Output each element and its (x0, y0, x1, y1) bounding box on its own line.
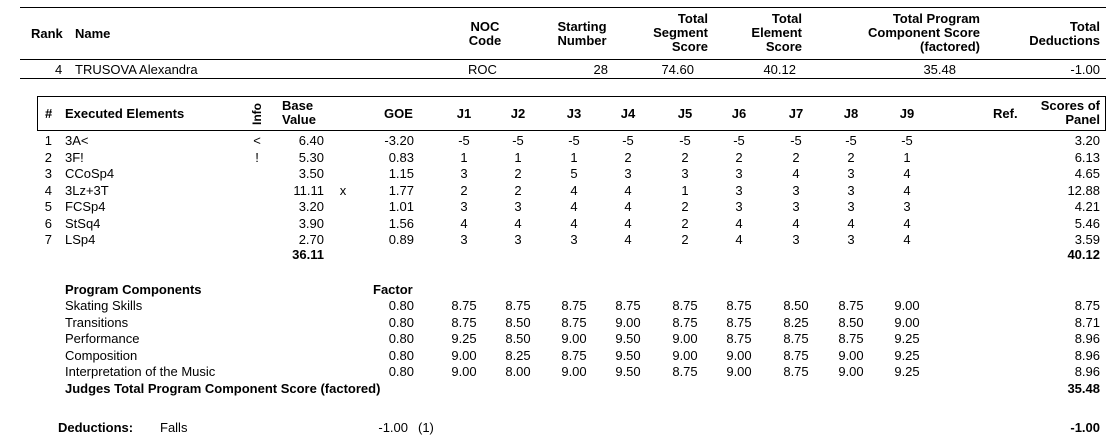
component-judge-9: 9.25 (894, 331, 920, 346)
element-judge-1: 3 (460, 232, 468, 247)
summary-rule (20, 59, 1106, 60)
element-name: 3Lz+3T (65, 182, 109, 198)
component-judge-4: 8.75 (615, 298, 641, 313)
num-header: # (45, 106, 53, 121)
element-base-value: 6.40 (298, 133, 324, 148)
deduction-count: (1) (418, 420, 434, 435)
component-judge-1: 8.75 (451, 314, 477, 330)
element-judge-5: 2 (681, 232, 689, 247)
component-judge-2: 8.00 (505, 364, 531, 379)
element-number: 6 (44, 215, 52, 231)
judge-header-3: J3 (566, 106, 582, 121)
rank-header: Rank (31, 26, 63, 41)
skater-element-score: 40.12 (763, 62, 796, 77)
element-judge-2: 2 (514, 166, 522, 181)
element-judge-4: 4 (624, 199, 632, 214)
program-components-title: Program Components (65, 282, 202, 297)
element-judge-1: 1 (460, 149, 468, 165)
element-judge-9: -5 (901, 133, 913, 148)
component-judge-7: 8.75 (783, 347, 809, 363)
component-judge-6: 8.75 (726, 314, 752, 330)
element-judge-6: 4 (735, 215, 743, 231)
element-judge-9: 4 (903, 215, 911, 231)
element-goe: -3.20 (384, 133, 414, 148)
skater-name: TRUSOVA Alexandra (75, 62, 198, 77)
component-judge-6: 8.75 (726, 298, 752, 313)
element-judge-3: 5 (570, 166, 578, 181)
info-header: Info (250, 103, 264, 125)
element-judge-2: 1 (514, 149, 522, 165)
segment-score-header: Total Segment Score (653, 11, 708, 54)
component-judge-4: 9.50 (615, 331, 641, 346)
component-judge-7: 8.75 (783, 364, 809, 379)
component-factor: 0.80 (388, 331, 414, 346)
element-judge-6: 3 (735, 182, 743, 198)
element-base-value: 5.30 (298, 149, 324, 165)
top-rule (20, 7, 1106, 8)
component-name: Interpretation of the Music (65, 364, 216, 379)
element-judge-3: 4 (570, 215, 578, 231)
element-judge-6: 3 (735, 199, 743, 214)
element-judge-5: -5 (679, 133, 691, 148)
component-judge-8: 8.50 (838, 314, 864, 330)
element-judge-4: 4 (624, 182, 632, 198)
element-base-value: 2.70 (298, 232, 324, 247)
element-judge-1: -5 (458, 133, 470, 148)
component-judge-7: 8.75 (783, 331, 809, 346)
element-panel-score: 3.20 (1074, 133, 1100, 148)
judge-header-2: J2 (510, 106, 526, 121)
component-judge-3: 8.75 (561, 298, 587, 313)
component-judge-2: 8.25 (505, 347, 531, 363)
component-judge-1: 9.25 (451, 331, 477, 346)
component-name: Skating Skills (65, 298, 143, 313)
summary-bottom-rule (20, 78, 1106, 79)
component-judge-5: 9.00 (672, 347, 698, 363)
name-header: Name (75, 26, 111, 41)
component-name: Transitions (65, 314, 129, 330)
element-judge-9: 4 (903, 182, 911, 198)
deductions-total: -1.00 (1070, 420, 1100, 435)
component-judge-4: 9.00 (615, 314, 641, 330)
pcs-total-value: 35.48 (1067, 381, 1100, 396)
component-panel-score: 8.96 (1074, 364, 1100, 379)
element-judge-8: 3 (847, 166, 855, 181)
element-judge-5: 2 (681, 215, 689, 231)
component-judge-3: 9.00 (561, 364, 587, 379)
element-judge-8: 3 (847, 199, 855, 214)
element-name: 3F! (65, 149, 84, 165)
element-judge-4: 4 (624, 215, 632, 231)
element-judge-4: 4 (624, 232, 632, 247)
element-panel-score: 12.88 (1067, 182, 1100, 198)
element-panel-score: 4.21 (1074, 199, 1100, 214)
component-judge-8: 9.00 (838, 347, 864, 363)
judge-header-1: J1 (456, 106, 472, 121)
element-judge-9: 1 (903, 149, 911, 165)
component-judge-3: 8.75 (561, 347, 587, 363)
element-judge-3: 4 (570, 182, 578, 198)
deductions-header: Total Deductions (1029, 19, 1100, 48)
executed-elements-header: Executed Elements (65, 106, 185, 121)
element-judge-3: 1 (570, 149, 578, 165)
element-judge-5: 3 (681, 166, 689, 181)
element-judge-6: 4 (735, 232, 743, 247)
element-judge-2: 4 (514, 215, 522, 231)
component-panel-score: 8.75 (1074, 298, 1100, 313)
component-factor: 0.80 (388, 298, 414, 313)
element-judge-5: 2 (681, 149, 689, 165)
judge-header-9: J9 (899, 106, 915, 121)
element-judge-1: 3 (460, 166, 468, 181)
element-judge-5: 2 (681, 199, 689, 214)
component-judge-5: 8.75 (672, 314, 698, 330)
goe-header: GOE (384, 106, 413, 121)
element-panel-score: 3.59 (1074, 232, 1100, 247)
skater-starting-number: 28 (593, 62, 608, 77)
element-name: CCoSp4 (65, 166, 115, 181)
component-panel-score: 8.96 (1074, 347, 1100, 363)
component-judge-7: 8.25 (783, 314, 809, 330)
element-judge-7: 4 (792, 166, 800, 181)
noc-header: NOC Code (468, 19, 502, 48)
skater-noc: ROC (468, 62, 497, 77)
judge-header-7: J7 (788, 106, 804, 121)
component-judge-5: 8.75 (672, 298, 698, 313)
element-goe: 1.01 (388, 199, 414, 214)
component-judge-8: 8.75 (838, 331, 864, 346)
element-judge-7: 3 (792, 182, 800, 198)
base-value-header: Base Value (282, 98, 316, 127)
element-judge-6: 3 (735, 166, 743, 181)
element-judge-7: 3 (792, 232, 800, 247)
element-judge-9: 3 (903, 199, 911, 214)
element-judge-4: 2 (624, 149, 632, 165)
element-goe: 1.56 (388, 215, 414, 231)
skater-segment-score: 74.60 (661, 62, 694, 77)
element-judge-2: -5 (512, 133, 524, 148)
element-number: 2 (44, 149, 52, 165)
component-judge-6: 9.00 (726, 364, 752, 379)
element-judge-3: 4 (570, 199, 578, 214)
element-goe: 1.15 (388, 166, 414, 181)
element-base-value: 3.90 (298, 215, 324, 231)
component-judge-4: 9.50 (615, 347, 641, 363)
skater-pcs: 35.48 (923, 62, 956, 77)
component-factor: 0.80 (388, 314, 414, 330)
element-name: LSp4 (65, 232, 96, 247)
base-value-total: 36.11 (292, 247, 324, 262)
deduction-value: -1.00 (378, 420, 408, 435)
component-panel-score: 8.71 (1074, 314, 1100, 330)
component-judge-9: 9.00 (894, 298, 920, 313)
component-judge-9: 9.25 (894, 364, 920, 379)
element-number: 5 (44, 199, 52, 214)
element-info: < (253, 133, 261, 148)
component-factor: 0.80 (388, 347, 414, 363)
element-judge-5: 1 (681, 182, 689, 198)
component-judge-9: 9.25 (894, 347, 920, 363)
element-goe: 0.89 (388, 232, 414, 247)
component-judge-7: 8.50 (783, 298, 809, 313)
starting-number-header: Starting Number (557, 19, 607, 48)
element-base-value: 3.50 (298, 166, 324, 181)
element-judge-8: 4 (847, 215, 855, 231)
element-judge-8: 3 (847, 232, 855, 247)
element-judge-8: 3 (847, 182, 855, 198)
scores-of-panel-header: Scores of Panel (1040, 98, 1100, 127)
element-info: ! (255, 149, 259, 165)
factor-header: Factor (373, 282, 413, 297)
component-judge-2: 8.50 (505, 314, 531, 330)
element-judge-3: -5 (568, 133, 580, 148)
element-score-header: Total Element Score (751, 11, 802, 54)
component-judge-8: 8.75 (838, 298, 864, 313)
element-judge-9: 4 (903, 232, 911, 247)
element-judge-8: 2 (847, 149, 855, 165)
component-judge-5: 9.00 (672, 331, 698, 346)
element-base-value: 11.11 (293, 182, 324, 198)
component-judge-3: 9.00 (561, 331, 587, 346)
judge-header-8: J8 (843, 106, 859, 121)
element-goe: 1.77 (388, 182, 414, 198)
component-panel-score: 8.96 (1074, 331, 1100, 346)
element-judge-7: 2 (792, 149, 800, 165)
element-judge-1: 4 (460, 215, 468, 231)
element-number: 1 (44, 133, 52, 148)
element-judge-7: 4 (792, 215, 800, 231)
judge-header-4: J4 (620, 106, 636, 121)
component-judge-1: 9.00 (451, 364, 477, 379)
skater-deductions: -1.00 (1070, 62, 1100, 77)
element-judge-8: -5 (845, 133, 857, 148)
element-judge-2: 3 (514, 232, 522, 247)
component-judge-8: 9.00 (838, 364, 864, 379)
element-panel-score: 5.46 (1074, 215, 1100, 231)
element-judge-1: 2 (460, 182, 468, 198)
element-judge-6: -5 (733, 133, 745, 148)
component-judge-1: 9.00 (451, 347, 477, 363)
component-judge-2: 8.75 (505, 298, 531, 313)
element-judge-4: -5 (622, 133, 634, 148)
element-name: StSq4 (65, 215, 101, 231)
element-judge-7: -5 (790, 133, 802, 148)
component-judge-6: 8.75 (726, 331, 752, 346)
component-judge-6: 9.00 (726, 347, 752, 363)
element-score-total: 40.12 (1067, 247, 1100, 262)
element-panel-score: 6.13 (1074, 149, 1100, 165)
element-name: 3A< (65, 133, 89, 148)
element-panel-score: 4.65 (1074, 166, 1100, 181)
element-number: 4 (44, 182, 52, 198)
deduction-type: Falls (160, 420, 188, 435)
element-judge-3: 3 (570, 232, 578, 247)
component-name: Composition (65, 347, 138, 363)
component-factor: 0.80 (388, 364, 414, 379)
element-judge-7: 3 (792, 199, 800, 214)
element-bonus-marker: x (339, 182, 347, 198)
ref-header: Ref. (993, 106, 1018, 121)
component-judge-1: 8.75 (451, 298, 477, 313)
judge-header-6: J6 (731, 106, 747, 121)
component-name: Performance (65, 331, 140, 346)
element-judge-2: 3 (514, 199, 522, 214)
judge-header-5: J5 (677, 106, 693, 121)
component-judge-4: 9.50 (615, 364, 641, 379)
component-judge-2: 8.50 (505, 331, 531, 346)
component-judge-5: 8.75 (672, 364, 698, 379)
element-judge-2: 2 (514, 182, 522, 198)
pcs-total-label: Judges Total Program Component Score (factored) (65, 381, 381, 396)
skater-rank: 4 (55, 62, 63, 77)
deductions-label: Deductions: (58, 420, 134, 435)
component-judge-9: 9.00 (894, 314, 920, 330)
pcs-header: Total Program Component Score (factored) (868, 11, 980, 54)
element-judge-4: 3 (624, 166, 632, 181)
component-judge-3: 8.75 (561, 314, 587, 330)
element-goe: 0.83 (388, 149, 414, 165)
element-number: 3 (44, 166, 52, 181)
element-judge-9: 4 (903, 166, 911, 181)
element-base-value: 3.20 (298, 199, 324, 214)
element-name: FCSp4 (65, 199, 106, 214)
element-judge-6: 2 (735, 149, 743, 165)
element-judge-1: 3 (460, 199, 468, 214)
element-number: 7 (44, 232, 52, 247)
